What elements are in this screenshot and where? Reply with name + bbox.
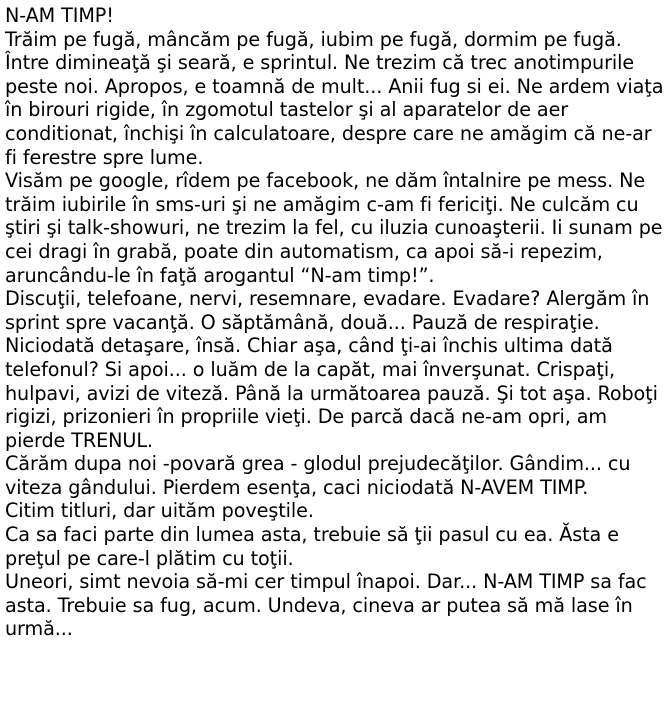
paragraph-7: Uneori, simt nevoia să-mi cer timpul înapoi. Dar... N-AM TIMP sa fac asta. Trebuie sa fug, acum. Undeva, cineva ar putea să mă lase în urmă...	[5, 570, 647, 641]
paragraph-4: Cărăm dupa noi -povară grea - glodul prejudecăţilor. Gândim... cu viteza gândului. Pierdem esenţa, caci niciodată N-AVEM TIMP.	[5, 452, 631, 499]
document-title: N-AM TIMP!	[5, 4, 114, 27]
paragraph-3: Discuţii, telefoane, nervi, resemnare, evadare. Evadare? Alergăm în sprint spre vacanţă. O săptămână, două... Pauză de respiraţie. Niciodată detaşare, însă. Chiar aşa, când ţi-ai închis ultima dată telefonul? Si apoi... o luăm de la capăt, mai înverşunat. Crispaţi, hulpavi, avizi de viteză. Până la următoarea pauză. Şi tot aşa. Roboţi rigizi, prizonieri în propriile vieţi. De parcă dacă ne-am opri, am pierde TRENUL.	[5, 287, 658, 452]
paragraph-1: Trăim pe fugă, mâncăm pe fugă, iubim pe fugă, dormim pe fugă. Între dimineaţă şi seară, e sprintul. Ne trezim că trec anotimpurile peste noi. Apropos, e toamnă de mult... Anii fug si ei. Ne ardem viaţa în birouri rigide, în zgomotul tastelor şi al aparatelor de aer conditionat, închişi în calculatoare, despre care ne amăgim că ne-ar fi ferestre spre lume.	[5, 27, 664, 169]
paragraph-2: Visăm pe google, rîdem pe facebook, ne dăm întalnire pe mess. Ne trăim iubirile în sms-uri şi ne amăgim c-am fi fericiţi. Ne culcăm cu ştiri şi talk-showuri, ne trezim la fel, cu iluzia cunoaşterii. Ii sunam pe cei dragi în grabă, poate din automatism, ca apoi să-i repezim, aruncându-le în faţă arogantul “N-am timp!”.	[5, 169, 663, 287]
paragraph-5: Citim titluri, dar uităm poveştile.	[5, 499, 314, 523]
paragraph-6: Ca sa faci parte din lumea asta, trebuie să ţii pasul cu ea. Ăsta e preţul pe care-l plătim cu toţii.	[5, 523, 619, 570]
